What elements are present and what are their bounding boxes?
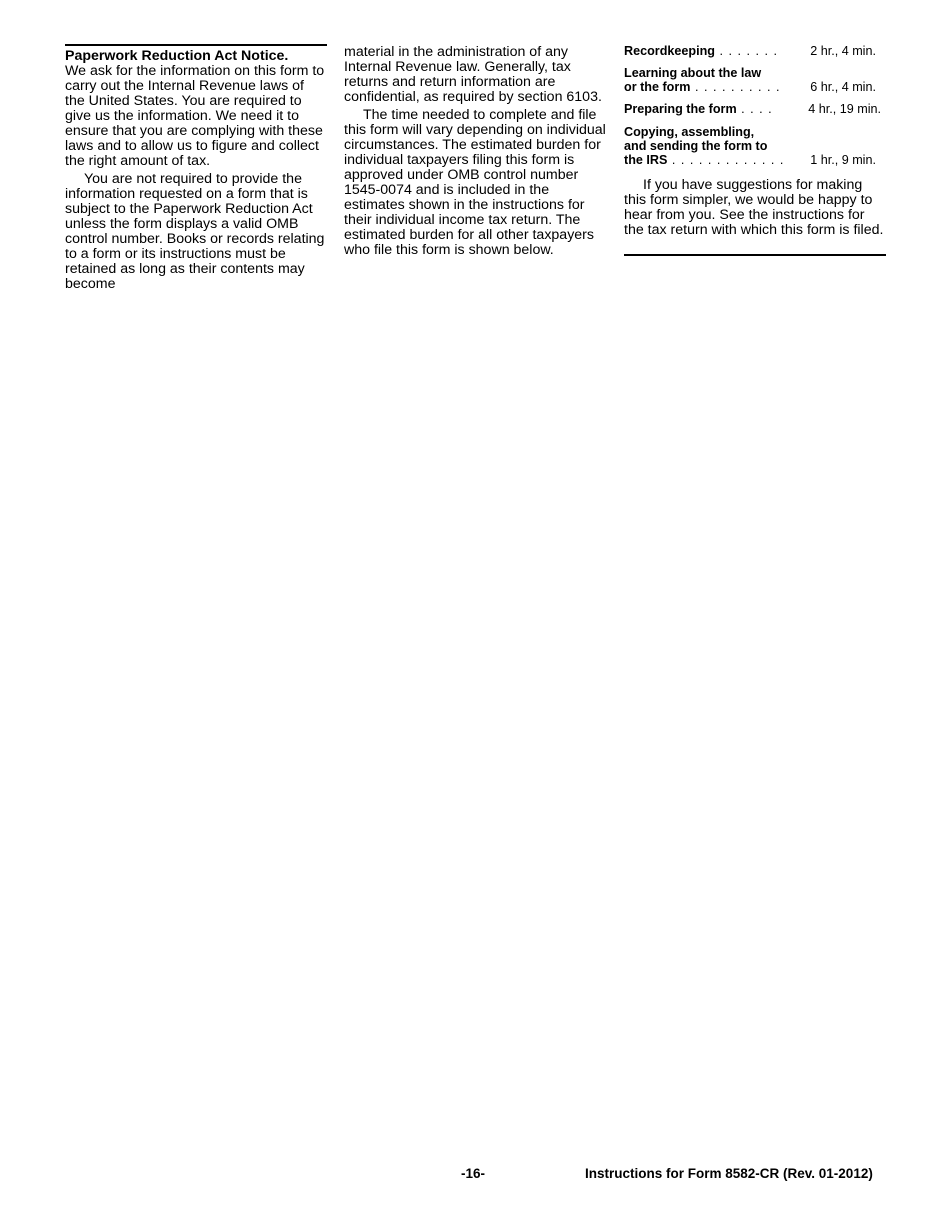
- paperwork-notice-paragraph: [65, 49, 327, 169]
- burden-value: 6 hr., 4 min.: [810, 80, 876, 94]
- burden-value: 2 hr., 4 min.: [810, 44, 876, 58]
- burden-row-copying: [624, 125, 886, 167]
- leader-dots: . . . . . . .: [714, 44, 778, 58]
- burden-value: 4 hr., 19 min.: [808, 102, 881, 116]
- burden-label-line2: and sending the form to: [624, 139, 768, 153]
- confidentiality-paragraph: material in the administration of any Internal Revenue law. Generally, tax returns and return information are confidential, as required by section 6103.: [344, 44, 602, 105]
- burden-row-learning: [624, 66, 886, 94]
- time-estimate-paragraph: The time needed to complete and file this form will vary depending on individual circumstances. The estimated burden for individual taxpayers filing this form is approved under OMB control number 1545-0074 and is included in the estimates shown in the instructions for their individual income tax return. The estimated burden for all other taxpayers who file this form is shown below.: [344, 107, 606, 258]
- column-middle: [344, 44, 606, 258]
- burden-label: Preparing the form: [624, 102, 737, 116]
- burden-label-line1: Copying, assembling,: [624, 125, 755, 139]
- burden-row-recordkeeping: [624, 44, 886, 58]
- burden-value: 1 hr., 9 min.: [810, 153, 876, 167]
- footer-form-title: Instructions for Form 8582-CR (Rev. 01-2012): [585, 1166, 873, 1181]
- section-end-rule: [624, 254, 886, 256]
- leader-dots: . . . .: [736, 102, 773, 116]
- column-left: [65, 44, 327, 292]
- paperwork-notice-text: We ask for the information on this form to carry out the Internal Revenue laws of the United States. You are required to give us the information. We need it to ensure that you are complying with these laws and to allow us to figure and collect the right amount of tax.: [65, 63, 325, 169]
- page-number: -16-: [461, 1166, 486, 1181]
- leader-dots: . . . . . . . . . . . . .: [667, 153, 785, 167]
- burden-label-line1: Learning about the law: [624, 66, 762, 80]
- column-right: [624, 44, 886, 256]
- omb-requirement-paragraph: You are not required to provide the information requested on a form that is subject to the Paperwork Reduction Act unless the form displays a valid OMB control number. Books or records relating to a form or its instructions must be retained as long as their contents may become: [65, 171, 325, 292]
- burden-row-preparing: [624, 102, 886, 116]
- burden-label: the IRS: [624, 153, 668, 167]
- paperwork-notice-heading: Paperwork Reduction Act Notice.: [65, 48, 289, 64]
- suggestion-paragraph: If you have suggestions for making this form simpler, we would be happy to hear from you. See the instructions for the tax return with which this form is filed.: [624, 177, 884, 238]
- leader-dots: . . . . . . . . . .: [690, 80, 781, 94]
- burden-label: or the form: [624, 80, 691, 94]
- burden-label: Recordkeeping: [624, 44, 715, 58]
